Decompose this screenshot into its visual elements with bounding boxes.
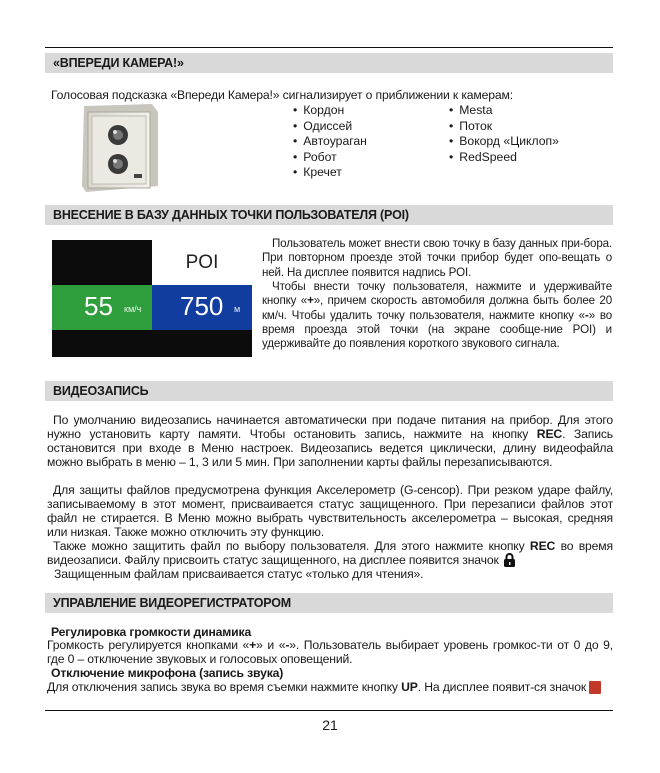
- list-item: • Робот: [293, 150, 367, 166]
- mic-heading: Отключение микрофона (запись звука): [51, 666, 284, 680]
- video-text: во время видеозаписи. Файлу присвоить статус защищенного, на дисплее появится значок: [47, 539, 613, 567]
- distance-panel: [152, 285, 252, 330]
- volume-heading: Регулировка громкости динамика: [51, 625, 252, 639]
- list-item: • Кречет: [293, 165, 367, 181]
- plus-key: +: [249, 638, 257, 652]
- list-item: • Mesta: [449, 103, 559, 119]
- list-item: • Поток: [449, 119, 559, 135]
- plus-key: +: [307, 294, 314, 308]
- rec-key: REC: [529, 539, 556, 553]
- video-paragraph-2: Для защиты файлов предусмотрена функция Акселерометр (G-сенсор). При резком ударе файлу, записываемому в этот момент, присваивается статус защищенного. При перезаписи файлов этот файл не стирается. В Меню можно выбрать чувствительность акселерометра – высокая, средняя или низкая. Также можно отключить эту функцию.: [47, 483, 613, 539]
- video-text: Также можно защитить файл по выбору пользователя. Для этого нажмите кнопку: [53, 539, 530, 553]
- list-item: • Одиссей: [293, 119, 367, 135]
- control-text: . На дисплее появит-ся значок: [417, 680, 587, 694]
- rec-key: REC: [536, 427, 563, 441]
- camera-list-left: [293, 103, 367, 181]
- display-bottom-bar: [52, 330, 252, 357]
- video-paragraph-4: Защищенным файлам присваивается статус «только для чтения».: [54, 567, 424, 581]
- up-key: UP: [401, 680, 418, 694]
- top-rule: [45, 47, 613, 48]
- minus-key: -: [285, 638, 290, 652]
- poi-paragraph-1: Пользователь может внести свою точку в базу данных при-бора. При повторном проезде этой точки прибор будет опо-вещать о ней. На дисплее появится надпись POI.: [262, 237, 612, 279]
- control-text: » и «: [256, 638, 286, 652]
- list-item: • RedSpeed: [449, 150, 559, 166]
- lock-icon: [503, 553, 516, 567]
- section-title-control: УПРАВЛЕНИЕ ВИДЕОРЕГИСТРАТОРОМ: [45, 593, 613, 613]
- distance-value: 750: [180, 291, 224, 321]
- poi-text: », причем скорость автомобиля должна быть более 20 км/ч. Чтобы удалить точку пользователя, нажмите кнопку «: [262, 294, 612, 322]
- camera-intro: Голосовая подсказка «Впереди Камера!» сигнализирует о приближении к камерам:: [51, 88, 514, 102]
- control-text: Для отключения запись звука во время съемки нажмите кнопку: [47, 680, 402, 694]
- section-title-video: ВИДЕОЗАПИСЬ: [45, 381, 613, 401]
- volume-paragraph: [47, 638, 613, 666]
- poi-text: » во время проезда этой точки (на экране сообще-ние POI) и удерживайте до появления короткого звукового сигнала.: [262, 308, 612, 351]
- video-paragraph-1: [47, 413, 613, 469]
- mic-off-icon: [589, 681, 601, 694]
- mic-paragraph: [47, 680, 613, 694]
- video-text: По умолчанию видеозапись начинается автоматически при подаче питания на прибор. Для этого нужно установить карту памяти. Чтобы остановить запись, нажмите на кнопку: [47, 413, 613, 441]
- list-item: • Кордон: [293, 103, 367, 119]
- control-text: Громкость регулируется кнопками «: [47, 638, 250, 652]
- section-title-camera-ahead: «ВПЕРЕДИ КАМЕРА!»: [45, 53, 613, 73]
- control-text: ». Пользователь выбирает уровень громкос-ти от 0 до 9, где 0 – отключение звуковых и голосовых оповещений.: [47, 638, 613, 666]
- distance-unit: м: [234, 304, 241, 314]
- poi-display-mockup: [52, 240, 252, 357]
- poi-label: POI: [152, 240, 252, 285]
- list-item: • Автоураган: [293, 134, 367, 150]
- speed-camera-photo: [78, 102, 160, 194]
- video-text: . Запись остановится при входе в Меню настроек. Видеозапись ведется циклически, длину видеофайла можно выбрать в меню – 1, 3 или 5 мин. При заполнении карты файлы перезаписываются.: [47, 427, 614, 469]
- speed-panel: [52, 285, 152, 330]
- camera-list-right: [449, 103, 559, 165]
- list-item: • Вокорд «Циклоп»: [449, 134, 559, 150]
- section-title-poi: ВНЕСЕНИЕ В БАЗУ ДАННЫХ ТОЧКИ ПОЛЬЗОВАТЕЛЯ (POI): [45, 205, 613, 225]
- page-number: 21: [322, 717, 338, 733]
- video-paragraph-3: [47, 539, 613, 567]
- poi-paragraph-2: [262, 280, 612, 351]
- bottom-rule: [45, 710, 613, 711]
- speed-value: 55: [84, 291, 113, 321]
- minus-key: -: [584, 308, 589, 322]
- speed-unit: км/ч: [124, 304, 142, 314]
- poi-text: Чтобы внести точку пользователя, нажмите и удерживайте кнопку «: [262, 280, 612, 308]
